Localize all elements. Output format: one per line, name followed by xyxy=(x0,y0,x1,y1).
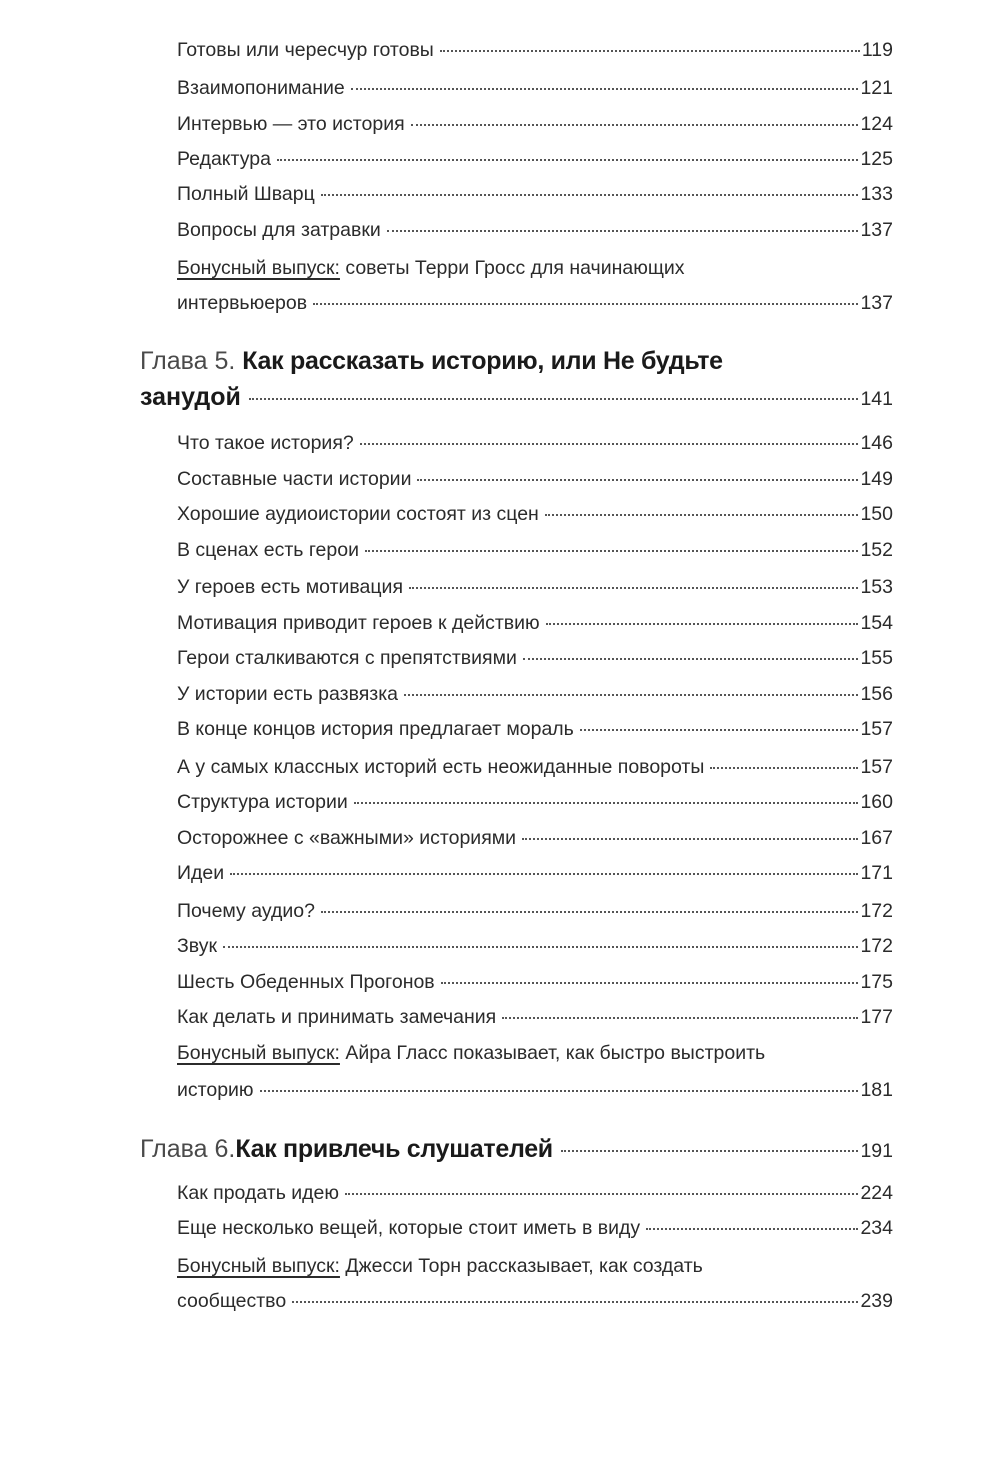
page-number: 119 xyxy=(861,39,893,61)
toc-entry[interactable] xyxy=(177,218,893,242)
toc-entry[interactable] xyxy=(177,826,893,850)
chapter-label: Глава 6. xyxy=(140,1135,236,1163)
page-number: 175 xyxy=(860,971,893,993)
chapter-heading-row[interactable] xyxy=(140,1132,893,1168)
page-number: 137 xyxy=(860,292,893,314)
toc-entry[interactable] xyxy=(177,790,893,814)
leader-dots xyxy=(249,398,859,400)
page-number: 154 xyxy=(860,612,893,634)
leader-dots xyxy=(561,1150,859,1152)
entry-title: А у самых классных историй есть неожиданные повороты xyxy=(177,756,705,778)
entry-title: Редактура xyxy=(177,148,271,170)
page-number: 141 xyxy=(860,388,893,410)
leader-dots xyxy=(411,124,859,126)
toc-entry[interactable] xyxy=(177,682,893,706)
leader-dots xyxy=(360,443,859,445)
entry-title: Готовы или чересчур готовы xyxy=(177,39,434,61)
page-number: 152 xyxy=(860,539,893,561)
entry-title: Структура истории xyxy=(177,791,348,813)
entry-title: Вопросы для затравки xyxy=(177,219,381,241)
leader-dots xyxy=(580,729,859,731)
chapter-title-cont: занудой xyxy=(140,383,241,411)
leader-dots xyxy=(710,767,858,769)
page-number: 224 xyxy=(860,1182,893,1204)
leader-dots xyxy=(260,1090,859,1092)
bonus-title: советы Терри Гросс для начинающих xyxy=(339,257,685,279)
entry-title: Осторожнее с «важными» историями xyxy=(177,827,517,849)
chapter-title: Как привлечь слушателей xyxy=(235,1135,553,1163)
entry-title: У истории есть развязка xyxy=(177,683,399,705)
leader-dots xyxy=(522,838,858,840)
page-number: 177 xyxy=(860,1006,893,1028)
entry-title: Интервью — это история xyxy=(177,113,405,135)
leader-dots xyxy=(351,88,859,90)
toc-entry[interactable] xyxy=(177,934,893,958)
bonus-tag: Бонусный выпуск: xyxy=(177,1042,340,1064)
toc-entry[interactable] xyxy=(177,717,893,741)
toc-entry[interactable] xyxy=(177,646,893,670)
entry-title: Почему аудио? xyxy=(177,900,315,922)
page-number: 156 xyxy=(860,683,893,705)
page-number: 157 xyxy=(860,718,893,740)
toc-entry[interactable] xyxy=(177,147,893,171)
leader-dots xyxy=(417,479,858,481)
page-number: 167 xyxy=(860,827,893,849)
leader-dots xyxy=(546,623,859,625)
leader-dots xyxy=(365,550,858,552)
page-number: 172 xyxy=(860,900,893,922)
entry-title: Полный Шварц xyxy=(177,183,315,205)
toc-entry[interactable] xyxy=(177,431,893,455)
entry-title: Шесть Обеденных Прогонов xyxy=(177,971,435,993)
bonus-entry-line1[interactable] xyxy=(177,1254,893,1278)
leader-dots xyxy=(545,514,859,516)
toc-entry[interactable] xyxy=(177,1078,893,1102)
page-number: 155 xyxy=(860,647,893,669)
page-number: 171 xyxy=(860,862,893,884)
toc-entry[interactable] xyxy=(177,1289,893,1313)
entry-title: Как делать и принимать замечания xyxy=(177,1006,497,1028)
page-number: 124 xyxy=(860,113,893,135)
entry-title: Что такое история? xyxy=(177,432,354,454)
leader-dots xyxy=(321,194,859,196)
page-number: 172 xyxy=(860,935,893,957)
leader-dots xyxy=(313,303,858,305)
chapter-heading-row[interactable] xyxy=(140,380,893,416)
entry-title: Взаимопонимание xyxy=(177,77,345,99)
leader-dots xyxy=(277,159,859,161)
entry-title: историю xyxy=(177,1079,254,1101)
toc-entry[interactable] xyxy=(177,182,893,206)
entry-title: Как продать идею xyxy=(177,1182,340,1204)
leader-dots xyxy=(441,982,859,984)
entry-title: У героев есть мотивация xyxy=(177,576,404,598)
entry-title: Еще несколько вещей, которые стоит иметь в виду xyxy=(177,1217,641,1239)
leader-dots xyxy=(292,1301,858,1303)
page-number: 149 xyxy=(860,468,893,490)
leader-dots xyxy=(404,694,858,696)
toc-entry[interactable] xyxy=(177,112,893,136)
page-number: 157 xyxy=(860,756,893,778)
entry-title: Герои сталкиваются с препятствиями xyxy=(177,647,517,669)
leader-dots xyxy=(387,230,859,232)
page-number: 153 xyxy=(860,576,893,598)
leader-dots xyxy=(502,1017,858,1019)
leader-dots xyxy=(440,50,860,52)
entry-title: Идеи xyxy=(177,862,225,884)
toc-entry[interactable] xyxy=(177,1216,893,1240)
toc-entry[interactable] xyxy=(177,502,893,526)
page-number: 234 xyxy=(860,1217,893,1239)
page-number: 133 xyxy=(860,183,893,205)
toc-entry[interactable] xyxy=(177,1005,893,1029)
leader-dots xyxy=(321,911,859,913)
page-number: 137 xyxy=(860,219,893,241)
toc-entry[interactable] xyxy=(177,1181,893,1205)
entry-title: Мотивация приводит героев к действию xyxy=(177,612,540,634)
page-number: 191 xyxy=(860,1140,893,1162)
leader-dots xyxy=(223,946,858,948)
page-number: 181 xyxy=(860,1079,893,1101)
toc-entry[interactable] xyxy=(177,38,893,62)
entry-title: Составные части истории xyxy=(177,468,412,490)
toc-entry[interactable] xyxy=(177,291,893,315)
bonus-title: Айра Гласс показывает, как быстро выстроить xyxy=(339,1042,766,1064)
entry-title: Звук xyxy=(177,935,217,957)
leader-dots xyxy=(230,873,858,875)
page-number: 239 xyxy=(860,1290,893,1312)
leader-dots xyxy=(409,587,858,589)
toc-entry[interactable] xyxy=(177,755,893,779)
leader-dots xyxy=(345,1193,858,1195)
entry-title: сообщество xyxy=(177,1290,287,1312)
entry-title: Хорошие аудиоистории состоят из сцен xyxy=(177,503,539,525)
toc-entry[interactable] xyxy=(177,76,893,100)
toc-entry[interactable] xyxy=(177,899,893,923)
bonus-tag: Бонусный выпуск: xyxy=(177,257,340,279)
entry-title: В сценах есть герои xyxy=(177,539,359,561)
page-number: 121 xyxy=(860,77,893,99)
toc-entry[interactable] xyxy=(177,467,893,491)
leader-dots xyxy=(523,658,859,660)
entry-title: интервьюеров xyxy=(177,292,308,314)
page-number: 150 xyxy=(860,503,893,525)
chapter-label: Глава 5. xyxy=(140,347,243,375)
bonus-tag: Бонусный выпуск: xyxy=(177,1255,340,1277)
toc-entry[interactable] xyxy=(177,538,893,562)
page-number: 146 xyxy=(860,432,893,454)
toc-entry[interactable] xyxy=(177,861,893,885)
chapter-heading[interactable] xyxy=(140,344,893,378)
bonus-entry-line1[interactable] xyxy=(177,256,893,280)
leader-dots xyxy=(354,802,859,804)
bonus-entry-line1[interactable] xyxy=(177,1041,893,1065)
bonus-title: Джесси Торн рассказывает, как создать xyxy=(339,1255,703,1277)
page-number: 160 xyxy=(860,791,893,813)
toc-entry[interactable] xyxy=(177,611,893,635)
page-number: 125 xyxy=(860,148,893,170)
toc-entry[interactable] xyxy=(177,970,893,994)
chapter-title: Как рассказать историю, или Не будьте xyxy=(242,347,723,375)
toc-entry[interactable] xyxy=(177,575,893,599)
entry-title: В конце концов история предлагает мораль xyxy=(177,718,574,740)
leader-dots xyxy=(646,1228,858,1230)
